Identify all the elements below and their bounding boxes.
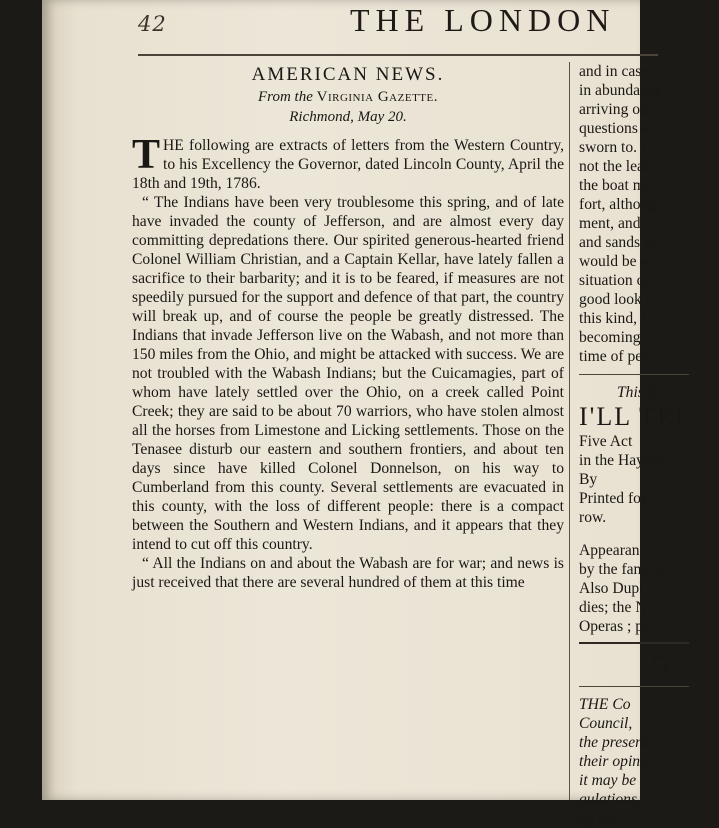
source-name: Virginia Gazette.	[316, 89, 438, 105]
notice-line: their opinio	[579, 753, 653, 770]
adjacent-article-line: ment, and y	[579, 215, 653, 232]
article-body	[132, 132, 564, 592]
adjacent-article-line: not the leaf	[579, 158, 650, 175]
masthead-rule	[138, 54, 658, 56]
ad-line: Appearanc	[579, 542, 647, 559]
adjacent-article-line: and in case o	[579, 63, 660, 80]
adjacent-article-line: good look c	[579, 291, 653, 308]
article-column	[132, 62, 564, 592]
ad-line: Printed for	[579, 490, 647, 507]
article-headline: AMERICAN NEWS.	[251, 64, 445, 85]
adjacent-article-line: becoming a	[579, 329, 652, 346]
newspaper-page	[42, 0, 693, 827]
adjacent-article-line: arriving on t	[579, 101, 657, 118]
adjacent-article-line: would be w	[579, 253, 652, 270]
adjacent-article-line: sworn to. I	[579, 139, 647, 156]
ad-line: Also Dupl	[579, 580, 644, 597]
paragraph-text: HE following are extracts of letters from the Western Country, to his Excellency the Governor, dated Lincoln County, April the 18th and 19th, 1786.	[132, 137, 564, 192]
ad-lines-2	[579, 541, 719, 636]
adjacent-article-line: time of peac	[579, 348, 657, 365]
adjacent-article-line: questions are	[579, 120, 661, 137]
adjacent-article-line: the boat mu	[579, 177, 653, 194]
ad-line: Operas ; pri	[579, 618, 653, 635]
article-source	[132, 88, 564, 106]
section-letter: G	[653, 651, 669, 676]
column-divider	[569, 62, 570, 800]
adjacent-article-line: situation of t	[579, 272, 658, 289]
adjacent-article-line: and sands w	[579, 234, 656, 251]
adjacent-column	[579, 62, 719, 828]
notice-line: THE Co	[579, 696, 631, 713]
ad-line: in the Hayma	[579, 452, 664, 469]
ad-intro: This D	[617, 384, 660, 401]
ad-line: By	[579, 471, 598, 488]
rule-divider	[579, 374, 689, 375]
article-paragraph: “ All the Indians on and about the Wabash are for war; and news is just received that there are several hundred of them at this time	[132, 555, 564, 591]
article-paragraph: “ The Indians have been very troublesome this spring, and of late have invaded the county of Jefferson, and are almost every day committing depredations there. Our spirited generous-hearted friend Colonel William Christian, and a Captain Kellar, have lately fallen a sacrifice to their barbarity; and it is to be feared, if measures are not speedily pursued for the support and defence of that part, the country will break up, and of course the people be greatly distressed. The Indians that invade Jefferson live on the Wabash, and not more than 150 miles from the Ohio, and might be attacked with success. We are not troubled with the Wabash Indians; but the Cuicamagies, part of whom have lately settled over the Ohio, on a creek called Point Creek; they are said to be about 70 warriors, who have stolen almost all the horses from Limestone and Licking settlements. Those on the Tenasee disturb our eastern and southern frontiers, and about ten days since have killed Colonel Donnelson, on his way to Cumberland from this county. Several settlements are evacuated in this county, with the loss of different people: there is a compact between the Southern and Western Indians, and it appears that they intend to cut off this country.	[132, 194, 564, 553]
notice-line: Council,	[579, 715, 633, 732]
notice-line: by the ...	[579, 810, 633, 827]
ad-line: Five Act	[579, 433, 633, 450]
rule-divider	[579, 686, 689, 687]
ad-lines	[579, 432, 719, 527]
notice-line: the present	[579, 734, 648, 751]
notice-line: gulations,	[579, 791, 641, 808]
source-prefix: From the	[258, 89, 313, 105]
adjacent-article-line: this kind, I	[579, 310, 647, 327]
masthead: THE LONDON	[350, 2, 616, 38]
article-paragraph	[132, 132, 564, 193]
notice-lines	[579, 695, 719, 828]
adjacent-article-line: fort, althoug	[579, 196, 657, 213]
page-number: 42	[138, 12, 167, 36]
notice-line: it may be c	[579, 772, 647, 789]
ad-title: I'LL TEL	[579, 402, 693, 431]
drop-cap: T	[132, 132, 161, 178]
ad-line: by the fame A	[579, 561, 667, 578]
adjacent-article-line: in abundance	[579, 82, 662, 99]
ad-line: row.	[579, 509, 607, 526]
ad-line: dies; the N	[579, 599, 647, 616]
rule-divider	[579, 642, 689, 644]
adjacent-article	[579, 62, 719, 366]
place-date: Richmond, May 20.	[289, 109, 407, 125]
